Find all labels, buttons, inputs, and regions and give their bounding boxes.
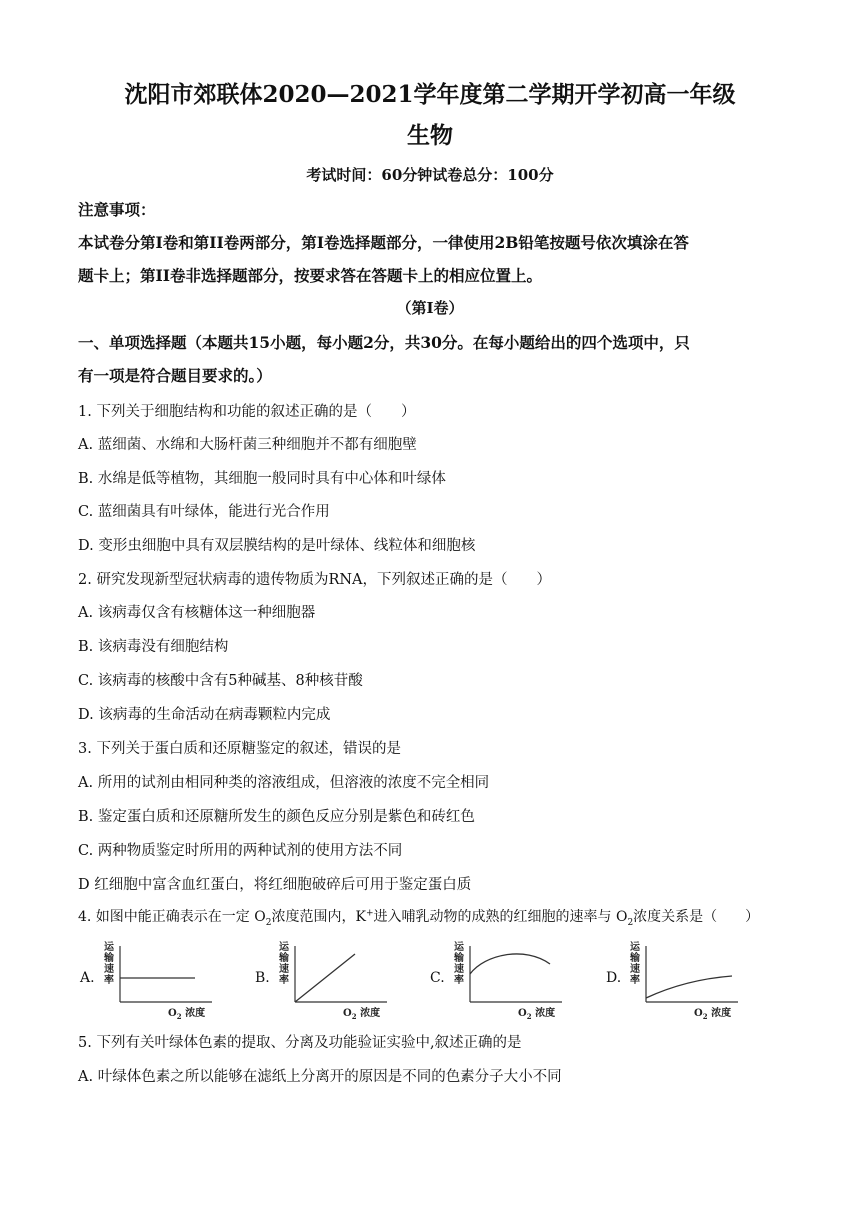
section-heading-line-2: 有一项是符合题目要求的。） bbox=[78, 366, 272, 385]
x-axis-label: $O_2$ 浓度 bbox=[518, 1008, 556, 1021]
notice-line-2: 题卡上；第II卷非选择题部分，按要求答在答题卡上的相应位置上。 bbox=[78, 266, 543, 285]
question-3-option-a: A. 所用的试剂由相同种类的溶液组成，但溶液的浓度不完全相同 bbox=[78, 775, 490, 791]
y-axis-label: 运输速率 bbox=[279, 942, 289, 986]
superscript: + bbox=[365, 908, 374, 919]
subject-title: 生物 bbox=[407, 122, 453, 149]
x-axis-label: $O_2$ 浓度 bbox=[694, 1008, 732, 1021]
y-axis-label: 运输速率 bbox=[454, 942, 464, 986]
exam-title: 沈阳市郊联体2020—2021学年度第二学期开学初高一年级 bbox=[124, 81, 736, 108]
question-4-stem bbox=[78, 906, 759, 928]
question-4-option-a: A. bbox=[80, 970, 95, 986]
question-2-option-b: B. 该病毒没有细胞结构 bbox=[78, 639, 229, 655]
graph-b bbox=[275, 940, 395, 1020]
graph-curve bbox=[646, 976, 732, 998]
graph-curve bbox=[295, 954, 355, 1002]
graph-c bbox=[450, 940, 570, 1020]
question-5-option-a: A. 叶绿体色素之所以能够在滤纸上分离开的原因是不同的色素分子大小不同 bbox=[78, 1069, 562, 1085]
question-4-option-c: C. bbox=[430, 970, 445, 986]
subscript: 2 bbox=[627, 917, 634, 928]
question-4-option-d: D. bbox=[606, 970, 622, 986]
stem-part: 浓度关系是（ ） bbox=[633, 909, 760, 925]
graph-a bbox=[100, 940, 220, 1020]
x-axis-label: $O_2$ 浓度 bbox=[168, 1008, 206, 1021]
question-2-option-c: C. 该病毒的核酸中含有5种碱基、8种核苷酸 bbox=[78, 673, 363, 689]
subscript: 2 bbox=[265, 917, 272, 928]
exam-info: 考试时间：60分钟试卷总分：100分 bbox=[306, 166, 554, 184]
question-2-stem: 2. 研究发现新型冠状病毒的遗传物质为RNA，下列叙述正确的是（ ） bbox=[78, 572, 552, 588]
volume-label: （第I卷） bbox=[396, 299, 464, 317]
question-2-option-a: A. 该病毒仅含有核糖体这一种细胞器 bbox=[78, 605, 316, 621]
notice-line-1: 本试卷分第I卷和第II卷两部分，第I卷选择题部分，一律使用2B铅笔按题号依次填涂在答 bbox=[78, 233, 689, 252]
question-4-option-b: B. bbox=[255, 970, 270, 986]
notice-heading: 注意事项： bbox=[78, 200, 156, 219]
question-3-stem: 3. 下列关于蛋白质和还原糖鉴定的叙述，错误的是 bbox=[78, 741, 401, 757]
graph-curve bbox=[470, 954, 550, 974]
y-axis-label: 运输速率 bbox=[104, 942, 114, 986]
stem-part: 浓度范围内，K bbox=[271, 909, 366, 925]
question-2-option-d: D. 该病毒的生命活动在病毒颗粒内完成 bbox=[78, 707, 331, 723]
question-1-option-c: C. 蓝细菌具有叶绿体，能进行光合作用 bbox=[78, 504, 330, 520]
section-heading-line-1: 一、单项选择题（本题共15小题，每小题2分，共30分。在每小题给出的四个选项中，只 bbox=[78, 333, 690, 352]
graph-d bbox=[626, 940, 746, 1020]
question-1-stem: 1. 下列关于细胞结构和功能的叙述正确的是（ ） bbox=[78, 404, 416, 420]
question-1-option-b: B. 水绵是低等植物，其细胞一般同时具有中心体和叶绿体 bbox=[78, 471, 446, 487]
question-1-option-d: D. 变形虫细胞中具有双层膜结构的是叶绿体、线粒体和细胞核 bbox=[78, 538, 476, 554]
question-3-option-c: C. 两种物质鉴定时所用的两种试剂的使用方法不同 bbox=[78, 843, 403, 859]
question-3-option-b: B. 鉴定蛋白质和还原糖所发生的颜色反应分别是紫色和砖红色 bbox=[78, 809, 475, 825]
question-3-option-d: D 红细胞中富含血红蛋白，将红细胞破碎后可用于鉴定蛋白质 bbox=[78, 877, 472, 893]
x-axis-label: $O_2$ 浓度 bbox=[343, 1008, 381, 1021]
question-5-stem: 5. 下列有关叶绿体色素的提取、分离及功能验证实验中,叙述正确的是 bbox=[78, 1035, 522, 1051]
stem-part: 进入哺乳动物的成熟的红细胞的速率与 O bbox=[373, 909, 628, 925]
y-axis-label: 运输速率 bbox=[630, 942, 640, 986]
stem-part: 4. 如图中能正确表示在一定 O bbox=[78, 909, 266, 925]
question-1-option-a: A. 蓝细菌、水绵和大肠杆菌三种细胞并不都有细胞壁 bbox=[78, 437, 417, 453]
